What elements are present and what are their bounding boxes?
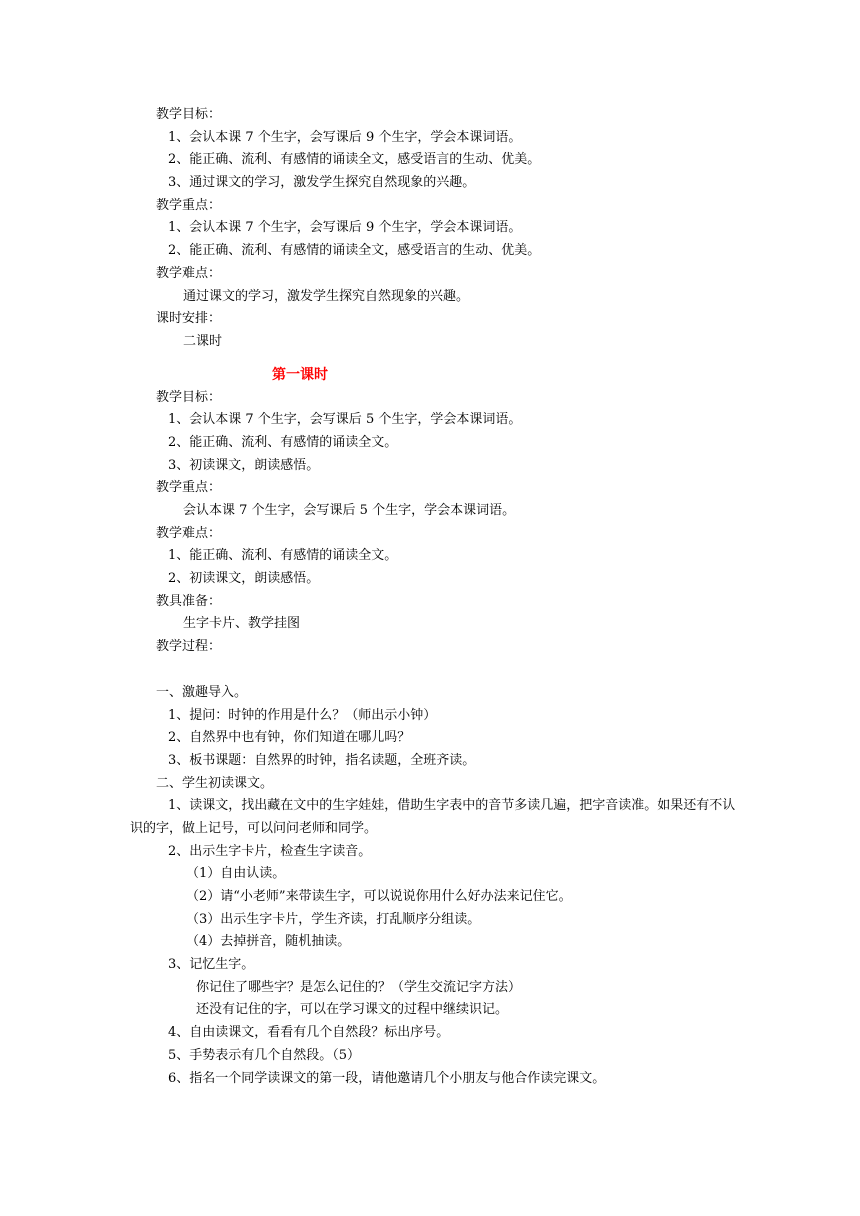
step-subitem: 还没有记住的字，可以在学习课文的过程中继续识记。 <box>196 1002 509 1018</box>
step-heading: 二、学生初读课文。 <box>156 775 274 791</box>
step-subitem: （2）请“小老师”来带读生字，可以说说你用什么好办法来记住它。 <box>186 889 572 904</box>
lesson-difficulty-item: 2、初读课文，朗读感悟。 <box>168 571 320 587</box>
goal-item: 3、通过课文的学习，激发学生探究自然现象的兴趣。 <box>168 175 476 191</box>
tools-heading: 教具准备： <box>156 593 222 609</box>
step-item-line: 1、读课文，找出藏在文中的生字娃娃，借助生字表中的音节多读几遍，把字音读准。如果还有不认 <box>168 798 736 814</box>
step-item-continuation: 识的字，做上记号，可以问问老师和同学。 <box>130 820 378 836</box>
step-item: 5、手势表示有几个自然段。（5） <box>168 1047 361 1063</box>
step-item: 6、指名一个同学读课文的第一段，请他邀请几个小朋友与他合作读完课文。 <box>168 1070 606 1086</box>
key-heading: 教学重点： <box>156 197 222 213</box>
key-item: 2、能正确、流利、有感情的诵读全文，感受语言的生动、优美。 <box>168 243 541 259</box>
lesson-title: 第一课时 <box>272 366 328 383</box>
step-item: 3、板书课题：自然界的时钟，指名读题，全班齐读。 <box>168 752 476 768</box>
step-subitem: （4）去掉拼音，随机抽读。 <box>186 934 351 950</box>
lesson-difficulty-item: 1、能正确、流利、有感情的诵读全文。 <box>168 548 398 564</box>
difficulty-heading: 教学难点： <box>156 265 222 281</box>
step-subitem: （3）出示生字卡片，学生齐读，打乱顺序分组读。 <box>186 911 481 927</box>
schedule-heading: 课时安排： <box>156 311 222 327</box>
lesson-goals-heading: 教学目标： <box>156 389 222 405</box>
key-item: 1、会认本课 7 个生字，会写课后 9 个生字，学会本课词语。 <box>168 220 522 236</box>
spacer <box>0 659 860 682</box>
step-heading: 一、激趣导入。 <box>156 684 248 700</box>
step-item: 2、出示生字卡片，检查生字读音。 <box>168 843 372 859</box>
process-heading: 教学过程： <box>156 639 222 655</box>
step-subitem: （1）自由认读。 <box>186 866 286 882</box>
document-body <box>0 104 860 1090</box>
step-item: 3、记忆生字。 <box>168 957 255 973</box>
goal-item: 1、会认本课 7 个生字，会写课后 9 个生字，学会本课词语。 <box>168 129 522 145</box>
lesson-difficulty-heading: 教学难点： <box>156 525 222 541</box>
step-item: 2、自然界中也有钟，你们知道在哪儿吗？ <box>168 730 411 746</box>
goal-item: 2、能正确、流利、有感情的诵读全文，感受语言的生动、优美。 <box>168 152 541 168</box>
schedule-text: 二课时 <box>183 333 223 349</box>
goals-heading: 教学目标： <box>156 107 222 122</box>
lesson-goal-item: 3、初读课文，朗读感悟。 <box>168 457 320 473</box>
lesson-key-heading: 教学重点： <box>156 480 222 496</box>
step-subitem: 你记住了哪些字？是怎么记住的？（学生交流记字方法） <box>196 979 522 995</box>
lesson-key-text: 会认本课 7 个生字，会写课后 5 个生字，学会本课词语。 <box>183 503 516 518</box>
lesson-goal-item: 1、会认本课 7 个生字，会写课后 5 个生字，学会本课词语。 <box>168 412 522 428</box>
tools-text: 生字卡片、教学挂图 <box>183 616 301 632</box>
difficulty-text: 通过课文的学习，激发学生探究自然现象的兴趣。 <box>183 288 470 304</box>
lesson-goal-item: 2、能正确、流利、有感情的诵读全文。 <box>168 434 398 450</box>
step-item: 4、自由读课文，看看有几个自然段？标出序号。 <box>168 1025 450 1041</box>
step-item: 1、提问：时钟的作用是什么？（师出示小钟） <box>168 707 437 723</box>
